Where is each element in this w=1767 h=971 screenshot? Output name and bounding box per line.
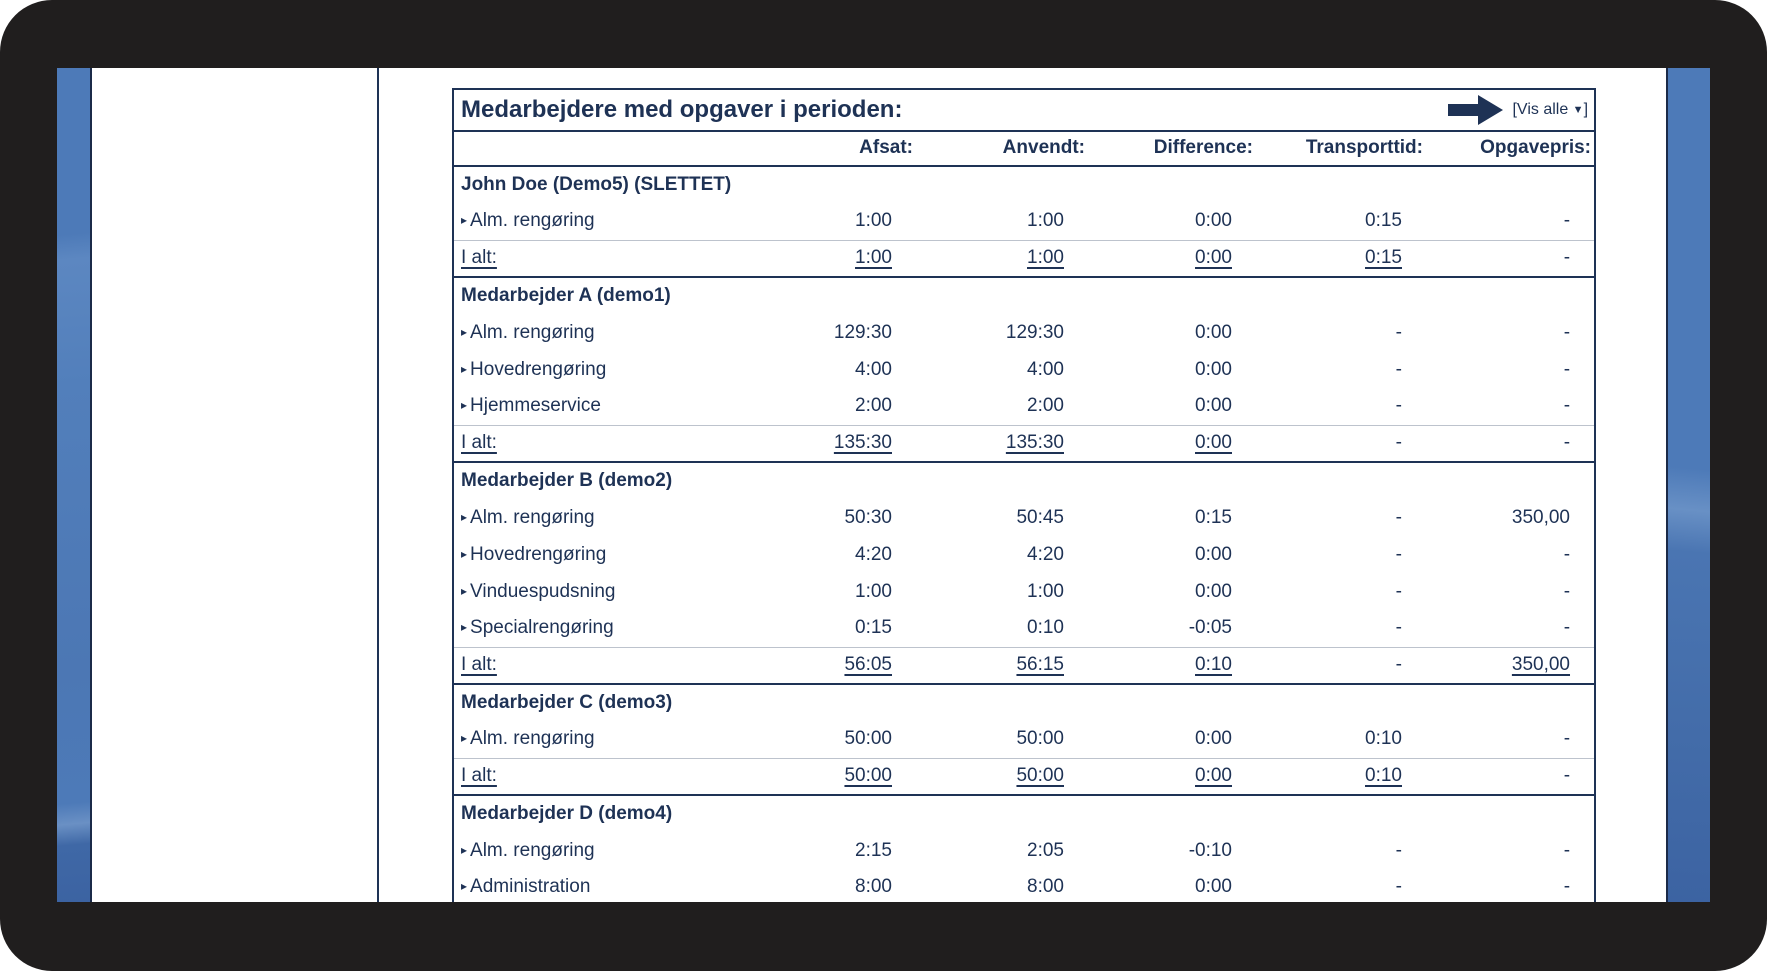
task-opgavepris-value: 350,00	[1511, 506, 1571, 528]
expand-triangle-icon: ▸	[461, 842, 468, 857]
total-value-cell	[1256, 240, 1426, 277]
task-transporttid-value: 0:10	[1365, 728, 1402, 750]
task-anvendt-value: 8:00	[1027, 876, 1064, 897]
task-difference-value: 0:00	[1195, 321, 1232, 343]
employee-name-row	[453, 166, 1595, 203]
task-anvendt-value: 1:00	[1027, 580, 1064, 602]
task-afsat-value: 50:00	[844, 728, 892, 750]
task-opgavepris-value: -	[1563, 358, 1571, 380]
total-afsat-value[interactable]: 1:00	[855, 247, 892, 269]
total-anvendt-value[interactable]: 1:00	[1027, 247, 1064, 269]
total-opgavepris-value: -	[1563, 432, 1571, 454]
task-transporttid-value: -	[1395, 617, 1402, 639]
task-difference-value: 0:00	[1195, 543, 1232, 565]
task-opgavepris-value: -	[1563, 210, 1571, 232]
task-row	[453, 351, 1595, 388]
task-afsat-value: 50:30	[844, 506, 892, 528]
total-anvendt-value[interactable]: 50:00	[1016, 765, 1064, 787]
task-transporttid-value: -	[1395, 358, 1402, 380]
expand-triangle-icon: ▸	[461, 324, 468, 339]
expand-triangle-icon: ▸	[461, 731, 468, 746]
task-label[interactable]	[453, 869, 748, 902]
total-value-cell	[1088, 425, 1256, 462]
task-anvendt-value: 0:10	[1027, 617, 1064, 639]
task-label-text: Alm. rengøring	[470, 839, 595, 861]
task-anvendt-value: 4:20	[1027, 543, 1064, 565]
task-anvendt-value: 2:05	[1027, 839, 1064, 861]
expand-triangle-icon: ▸	[461, 361, 468, 376]
pointer-arrow-icon	[1448, 95, 1503, 125]
total-opgavepris-value: -	[1563, 765, 1571, 787]
total-row	[453, 758, 1595, 795]
browser-viewport	[57, 68, 1710, 902]
task-row	[453, 869, 1595, 902]
task-anvendt-value: 50:45	[1016, 506, 1064, 528]
total-value-cell	[1088, 758, 1256, 795]
total-difference-value[interactable]: 0:00	[1195, 247, 1232, 269]
task-label-text: Alm. rengøring	[470, 728, 595, 750]
task-transporttid-value: 0:15	[1365, 210, 1402, 232]
total-value-cell	[916, 240, 1088, 277]
report-title-row	[453, 89, 1595, 131]
column-header-afsat: Afsat:	[748, 131, 916, 166]
total-label[interactable]: I alt:	[453, 240, 748, 277]
task-transporttid-value: -	[1395, 580, 1402, 602]
column-header-opgavepris: Opgavepris:	[1426, 131, 1595, 166]
task-row	[453, 536, 1595, 573]
total-value-cell	[916, 425, 1088, 462]
total-value-cell	[748, 240, 916, 277]
task-difference-value: 0:00	[1195, 728, 1232, 750]
employee-name-row	[453, 795, 1595, 832]
total-anvendt-value[interactable]: 135:30	[1005, 432, 1064, 454]
expand-triangle-icon: ▸	[461, 213, 468, 228]
task-label[interactable]	[453, 832, 748, 869]
task-label-text: Administration	[470, 876, 591, 897]
employee-name: John Doe (Demo5) (SLETTET)	[461, 174, 732, 195]
task-row	[453, 721, 1595, 758]
task-row	[453, 832, 1595, 869]
total-value-cell	[1426, 425, 1595, 462]
task-afsat-value: 4:00	[855, 358, 892, 380]
task-transporttid-value: -	[1395, 395, 1402, 417]
task-label[interactable]	[453, 314, 748, 351]
expand-triangle-icon: ▸	[461, 583, 468, 598]
employee-name: Medarbejder C (demo3)	[453, 684, 1595, 721]
employee-name: Medarbejder A (demo1)	[453, 277, 1595, 314]
task-afsat-value: 1:00	[855, 210, 892, 232]
task-label[interactable]	[453, 388, 748, 425]
task-label[interactable]	[453, 351, 748, 388]
task-difference-value: -0:10	[1188, 839, 1232, 861]
task-row	[453, 573, 1595, 610]
total-difference-value[interactable]: 0:10	[1195, 654, 1232, 676]
employee-section	[453, 462, 1595, 684]
employee-section	[453, 277, 1595, 462]
total-opgavepris-value[interactable]: 350,00	[1511, 654, 1571, 676]
left-decoration-bar	[57, 68, 92, 902]
right-decoration-bar	[1666, 68, 1710, 902]
show-all-dropdown[interactable]	[1512, 101, 1588, 119]
task-difference-value: -0:05	[1188, 617, 1232, 639]
task-row	[453, 499, 1595, 536]
total-value-cell	[916, 647, 1088, 684]
total-value-cell	[1256, 425, 1426, 462]
employee-name-row	[453, 684, 1595, 721]
task-opgavepris-value: -	[1563, 543, 1571, 565]
task-label[interactable]	[453, 610, 748, 647]
expand-triangle-icon: ▸	[461, 879, 468, 893]
total-value-cell	[748, 758, 916, 795]
total-value-cell	[748, 647, 916, 684]
task-label-text: Hovedrengøring	[470, 358, 607, 380]
report-title: Medarbejdere med opgaver i perioden:	[461, 96, 903, 123]
task-transporttid-value: -	[1395, 876, 1402, 897]
task-row	[453, 388, 1595, 425]
task-label[interactable]	[453, 499, 748, 536]
total-label[interactable]: I alt:	[453, 425, 748, 462]
total-value-cell	[1088, 240, 1256, 277]
task-label-text: Specialrengøring	[470, 617, 614, 639]
expand-triangle-icon: ▸	[461, 398, 468, 413]
column-header-transporttid: Transporttid:	[1256, 131, 1426, 166]
dropdown-caret-icon: ▼	[1572, 104, 1584, 116]
total-afsat-value[interactable]: 56:05	[844, 654, 892, 676]
task-afsat-value: 2:00	[855, 395, 892, 417]
task-afsat-value: 129:30	[833, 321, 892, 343]
column-header-blank	[453, 131, 748, 166]
total-afsat-value[interactable]: 50:00	[844, 765, 892, 787]
total-value-cell	[1256, 647, 1426, 684]
total-value-cell	[1426, 647, 1595, 684]
column-header-difference: Difference:	[1088, 131, 1256, 166]
total-transporttid-value: -	[1395, 432, 1402, 454]
report-content-area	[379, 68, 1666, 902]
total-anvendt-value[interactable]: 56:15	[1016, 654, 1064, 676]
column-header-row	[453, 131, 1595, 166]
column-header-anvendt: Anvendt:	[916, 131, 1088, 166]
total-value-cell	[1426, 758, 1595, 795]
task-label-text: Vinduespudsning	[470, 580, 616, 602]
employee-section	[453, 684, 1595, 795]
task-opgavepris-value: -	[1563, 617, 1571, 639]
task-difference-value: 0:00	[1195, 358, 1232, 380]
task-row	[453, 610, 1595, 647]
task-transporttid-value: -	[1395, 543, 1402, 565]
total-difference-value[interactable]: 0:00	[1195, 432, 1232, 454]
task-opgavepris-value: -	[1563, 321, 1571, 343]
employee-name: Medarbejder D (demo4)	[453, 795, 1595, 832]
employee-name-row	[453, 462, 1595, 499]
total-opgavepris-value: -	[1563, 247, 1571, 269]
total-afsat-value[interactable]: 135:30	[833, 432, 892, 454]
task-difference-value: 0:00	[1195, 210, 1232, 232]
total-label[interactable]: I alt:	[453, 758, 748, 795]
task-afsat-value: 1:00	[855, 580, 892, 602]
task-row	[453, 314, 1595, 351]
task-difference-value: 0:00	[1195, 580, 1232, 602]
task-opgavepris-value: -	[1563, 395, 1571, 417]
task-afsat-value: 2:15	[855, 839, 892, 861]
task-row	[453, 203, 1595, 240]
task-transporttid-value: -	[1395, 506, 1402, 528]
task-label-text: Hjemmeservice	[470, 395, 601, 417]
total-transporttid-value: -	[1395, 654, 1402, 676]
expand-triangle-icon: ▸	[461, 620, 468, 635]
task-opgavepris-value: -	[1563, 728, 1571, 750]
task-label[interactable]	[453, 573, 748, 610]
task-label[interactable]	[453, 203, 748, 240]
task-label[interactable]	[453, 721, 748, 758]
task-anvendt-value: 2:00	[1027, 395, 1064, 417]
task-label[interactable]	[453, 536, 748, 573]
task-afsat-value: 4:20	[855, 543, 892, 565]
task-anvendt-value: 4:00	[1027, 358, 1064, 380]
total-label[interactable]: I alt:	[453, 647, 748, 684]
employee-section	[453, 795, 1595, 902]
task-opgavepris-value: -	[1563, 839, 1571, 861]
left-nav-column	[92, 68, 379, 902]
task-label-text: Hovedrengøring	[470, 543, 607, 565]
task-label-text: Alm. rengøring	[470, 210, 595, 232]
task-anvendt-value: 1:00	[1027, 210, 1064, 232]
expand-triangle-icon: ▸	[461, 546, 468, 561]
task-difference-value: 0:00	[1195, 876, 1232, 897]
task-opgavepris-value: -	[1563, 580, 1571, 602]
total-transporttid-value[interactable]: 0:15	[1365, 247, 1402, 269]
total-difference-value[interactable]: 0:00	[1195, 765, 1232, 787]
total-value-cell	[748, 425, 916, 462]
task-afsat-value: 8:00	[855, 876, 892, 897]
task-difference-value: 0:00	[1195, 395, 1232, 417]
task-opgavepris-value: -	[1563, 876, 1571, 897]
total-row	[453, 647, 1595, 684]
report-table	[452, 88, 1596, 902]
total-value-cell	[1256, 758, 1426, 795]
total-value-cell	[1088, 647, 1256, 684]
total-transporttid-value[interactable]: 0:10	[1365, 765, 1402, 787]
expand-triangle-icon: ▸	[461, 509, 468, 524]
task-anvendt-value: 129:30	[1005, 321, 1064, 343]
employee-section	[453, 166, 1595, 277]
employee-name: Medarbejder B (demo2)	[453, 462, 1595, 499]
total-row	[453, 240, 1595, 277]
task-afsat-value: 0:15	[855, 617, 892, 639]
task-transporttid-value: -	[1395, 839, 1402, 861]
task-anvendt-value: 50:00	[1016, 728, 1064, 750]
employee-name-row	[453, 277, 1595, 314]
total-value-cell	[916, 758, 1088, 795]
show-all-bracket: ]	[1583, 101, 1589, 118]
task-difference-value: 0:15	[1195, 506, 1232, 528]
total-row	[453, 425, 1595, 462]
task-label-text: Alm. rengøring	[470, 321, 595, 343]
total-value-cell	[1426, 240, 1595, 277]
task-label-text: Alm. rengøring	[470, 506, 595, 528]
task-transporttid-value: -	[1395, 321, 1402, 343]
show-all-label: [Vis alle	[1512, 101, 1573, 118]
